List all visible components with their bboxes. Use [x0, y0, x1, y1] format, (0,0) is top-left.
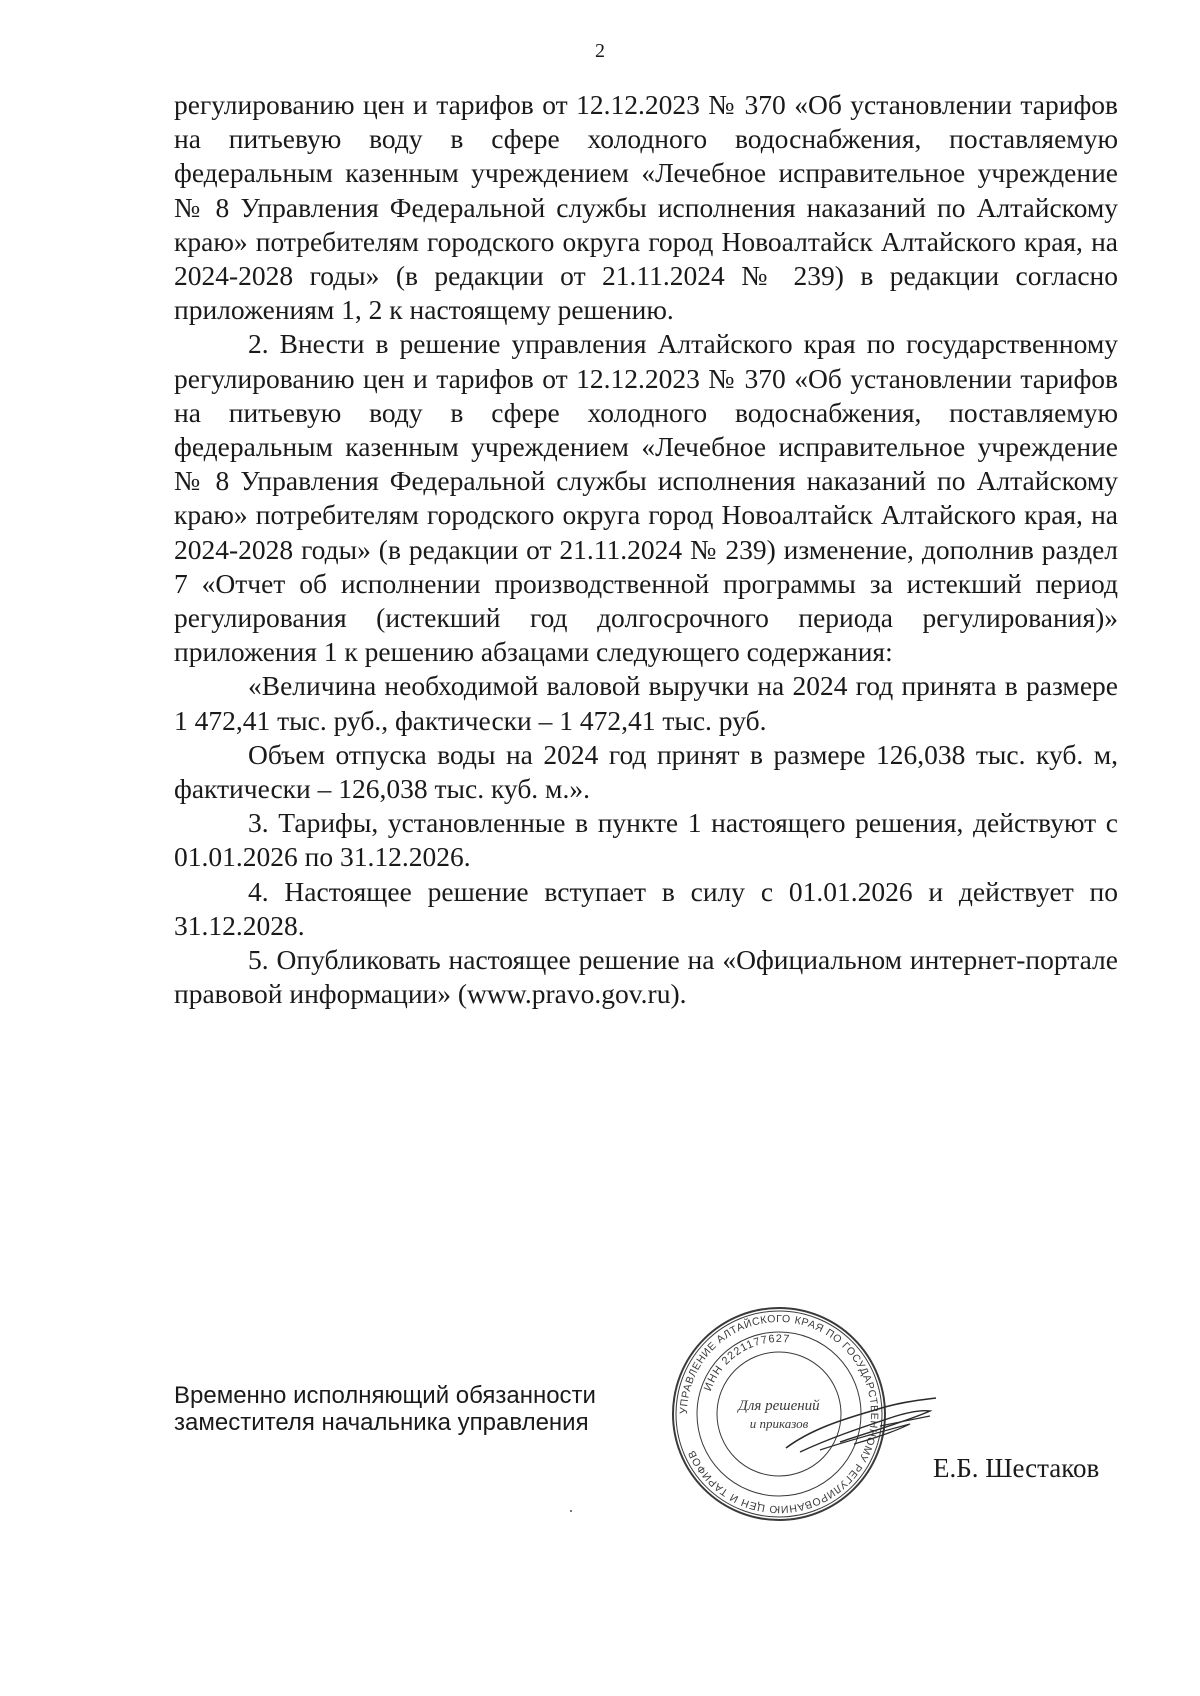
- seal-center-line-2: и приказов: [749, 1416, 809, 1431]
- seal-outer-text: УПРАВЛЕНИЕ АЛТАЙСКОГО КРАЯ ПО ГОСУДАРСТВЕННОМУ РЕГУЛИРОВАНИЮ ЦЕН И ТАРИФОВ: [677, 1312, 881, 1516]
- paragraph-5: 5. Опубликовать настоящее решение на «Официальном интернет-портале правовой информации» (www.pravo.gov.ru).: [174, 944, 1118, 1010]
- signatory-position: [174, 1382, 596, 1436]
- page-number: 2: [595, 40, 605, 62]
- paragraph-4: 4. Настоящее решение вступает в силу с 01.01.2026 и действует по 31.12.2028.: [174, 875, 1118, 941]
- handwritten-signature: [780, 1380, 940, 1470]
- paragraph-quote-volume: Объем отпуска воды на 2024 год принят в размере 126,038 тыс. куб. м, фактически – 126,038 тыс. куб. м.».: [174, 738, 1118, 805]
- seal-inn-text: ИНН 2221177627: [702, 1332, 791, 1393]
- paragraph-3: 3. Тарифы, установленные в пункте 1 настоящего решения, действуют с 01.01.2026 по 31.12.2026.: [174, 807, 1118, 873]
- scan-speck: [570, 1510, 572, 1512]
- paragraph-1-continuation: регулированию цен и тарифов от 12.12.2023 № 370 «Об установлении тарифов на питьевую воду в сфере холодного водоснабжения, поставляемую федеральным казенным учреждением «Лечебное исправительное учреждение № 8 Управления Федеральной службы исполнения наказаний по Алтайскому краю» потребителям городского округа город Новоалтайск Алтайского края, на 2024-2028 годы» (в редакции от 21.11.2024 № 239) в редакции согласно приложениям 1, 2 к настоящему решению.: [174, 89, 1118, 326]
- paragraph-2: 2. Внести в решение управления Алтайского края по государственному регулированию цен и тарифов от 12.12.2023 № 370 «Об установлении тарифов на питьевую воду в сфере холодного водоснабжения, поставляемую федеральным казенным учреждением «Лечебное исправительное учреждение № 8 Управления Федеральной службы исполнения наказаний по Алтайскому краю» потребителям городского округа город Новоалтайск Алтайского края, на 2024-2028 годы» (в редакции от 21.11.2024 № 239) изменение, дополнив раздел 7 «Отчет об исполнении производственной программы за истекший период регулирования (истекший год долгосрочного периода регулирования)» приложения 1 к решению абзацами следующего содержания:: [174, 328, 1118, 668]
- seal-center-line-1: Для решений: [738, 1398, 820, 1414]
- document-body: [174, 88, 1118, 1011]
- paragraph-quote-revenue: «Величина необходимой валовой выручки на 2024 год принята в размере 1 472,41 тыс. руб., фактически – 1 472,41 тыс. руб.: [174, 670, 1118, 736]
- signatory-position-line-2: заместителя начальника управления: [174, 1409, 589, 1436]
- signatory-name: Е.Б. Шестаков: [933, 1453, 1100, 1483]
- signatory-position-line-1: Временно исполняющий обязанности: [174, 1382, 596, 1409]
